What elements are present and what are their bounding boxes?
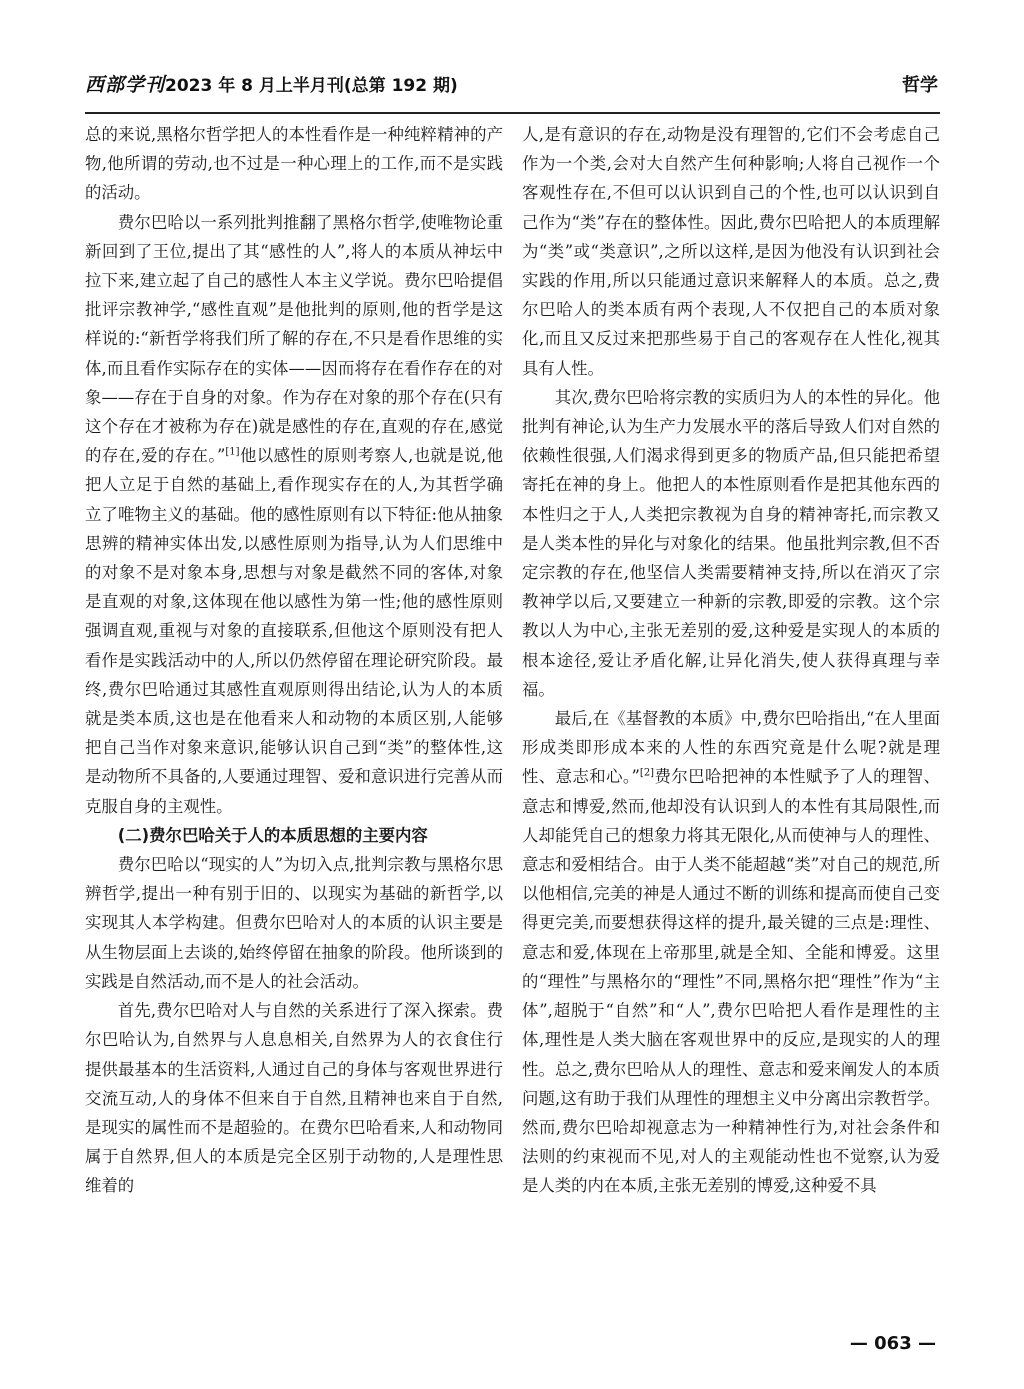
section-heading: (二)费尔巴哈关于人的本质思想的主要内容 — [117, 825, 428, 845]
running-header — [85, 62, 940, 114]
right-column — [522, 120, 940, 1201]
paragraph: 人,是有意识的存在,动物是没有理智的,它们不会考虑自己作为一个类,会对大自然产生何种影响;人将自己视作一个客观性存在,不但可以认识到自己的个性,也可以认识到自己作为“类”存在的整体性。因此,费尔巴哈把人的本质理解为“类”或“类意识”,之所以这样,是因为他没有认识到社会实践的作用,所以只能通过意识来解释人的本质。总之,费尔巴哈人的类本质有两个表现,人不仅把自己的本质对象化,而且又反过来把那些易于自己的客观存在人性化,视其具有人性。 — [522, 125, 940, 378]
left-column — [85, 120, 503, 1201]
paragraph: 其次,费尔巴哈将宗教的实质归为人的本性的异化。他批判有神论,认为生产力发展水平的落后导致人们对自然的依赖性很强,人们渴求得到更多的物质产品,但只能把希望寄托在神的身上。他把人的本性原则看作是把其他东西的本性归之于人,人类把宗教视为自身的精神寄托,而宗教又是人类本性的异化与对象化的结果。他虽批判宗教,但不否定宗教的存在,他坚信人类需要精神支持,所以在消灭了宗教神学以后,又要建立一种新的宗教,即爱的宗教。这个宗教以人为中心,主张无差别的爱,这种爱是实现人的本质的根本途径,爱让矛盾化解,让异化消失,使人获得真理与幸福。 — [522, 387, 940, 699]
paragraph-text: 最后,在《基督教的本质》中,费尔巴哈指出,“在人里面形成类即形成本来的人性的东西究竟是什么呢?就是理性、意志和心。” — [522, 709, 940, 787]
citation: [1] — [225, 446, 240, 458]
paragraph-text: 费尔巴哈以一系列批判推翻了黑格尔哲学,使唯物论重新回到了王位,提出了其“感性的人”,将人的本质从神坛中拉下来,建立起了自己的感性人本主义学说。费尔巴哈提倡批评宗教神学,“感性直观”是他批判的原则,他的哲学是这样说的:“新哲学将我们所了解的存在,不只是看作思维的实体,而且看作实际存在的实体——因而将存在看作存在的对象——存在于自身的对象。作为存在对象的那个存在(只有这个存在才被称为存在)就是感性的存在,直观的存在,感觉的存在,爱的存在。” — [85, 212, 503, 466]
issue-info: 2023 年 8 月上半月刊(总第 192 期) — [165, 76, 458, 96]
paragraph — [522, 704, 940, 1200]
paragraph: 总的来说,黑格尔哲学把人的本性看作是一种纯粹精神的产物,他所谓的劳动,也不过是一种心理上的工作,而不是实践的活动。 — [85, 125, 503, 203]
journal-logo: 西部学刊 — [85, 74, 166, 96]
paragraph: 首先,费尔巴哈对人与自然的关系进行了深入探索。费尔巴哈认为,自然界与人息息相关,自然界为人的衣食住行提供最基本的生活资料,人通过自己的身体与客观世界进行交流互动,人的身体不但来自于自然,且精神也来自于自然,是现实的属性而不是超验的。在费尔巴哈看来,人和动物同属于自然界,但人的本质是完全区别于动物的,人是理性思维着的 — [85, 1001, 503, 1196]
paragraph — [85, 208, 503, 821]
paragraph-text: 费尔巴哈把神的本性赋予了人的理智、意志和博爱,然而,他却没有认识到人的本性有其局限性,而人却能凭自己的想象力将其无限化,从而使神与人的理性、意志和爱相结合。由于人类不能超越“类”对自己的规范,所以他相信,完美的神是人通过不断的训练和提高而使自己变得更完美,而要想获得这样的提升,最关键的三点是:理性、意志和爱,体现在上帝那里,就是全知、全能和博爱。这里的“理性”与黑格尔的“理性”不同,黑格尔把“理性”作为“主体”,超脱于“自然”和“人”,费尔巴哈把人看作是理性的主体,理性是人类大脑在客观世界中的反应,是现实的人的理性。总之,费尔巴哈从人的理性、意志和爱来阐发人的本质问题,这有助于我们从理性的理想主义中分离出宗教哲学。然而,费尔巴哈却视意志为一种精神性行为,对社会条件和法则的约束视而不见,对人的主观能动性也不觉察,认为爱是人类的内在本质,主张无差别的博爱,这种爱不具 — [522, 767, 941, 1196]
page-number: — 063 — — [849, 1333, 936, 1354]
paragraph: 费尔巴哈以“现实的人”为切入点,批判宗教与黑格尔思辨哲学,提出一种有别于旧的、以现实为基础的新哲学,以实现其人本学构建。但费尔巴哈对人的本质的认识主要是从生物层面上去谈的,始终停留在抽象的阶段。他所谈到的实践是自然活动,而不是人的社会活动。 — [85, 855, 503, 991]
citation: [2] — [639, 768, 655, 779]
paragraph-text: 他以感性的原则考察人,也就是说,他把人立足于自然的基础上,看作现实存在的人,为其哲学确立了唯物主义的基础。他的感性原则有以下特征:他从抽象思辨的精神实体出发,以感性原则为指导,认为人们思维中的对象不是对象本身,思想与对象是截然不同的客体,对象是直观的对象,这体现在他以感性为第一性;他的感性原则强调直观,重视与对象的直接联系,但他这个原则没有把人看作是实践活动中的人,所以仍然停留在理论研究阶段。最终,费尔巴哈通过其感性直观原则得出结论,认为人的本质就是类本质,这也是在他看来人和动物的本质区别,人能够把自己当作对象来意识,能够认识自己到“类”的整体性,这是动物所不具备的,人要通过理智、爱和意识进行完善从而克服自身的主观性。 — [85, 446, 504, 816]
section-label: 哲学 — [902, 75, 938, 96]
